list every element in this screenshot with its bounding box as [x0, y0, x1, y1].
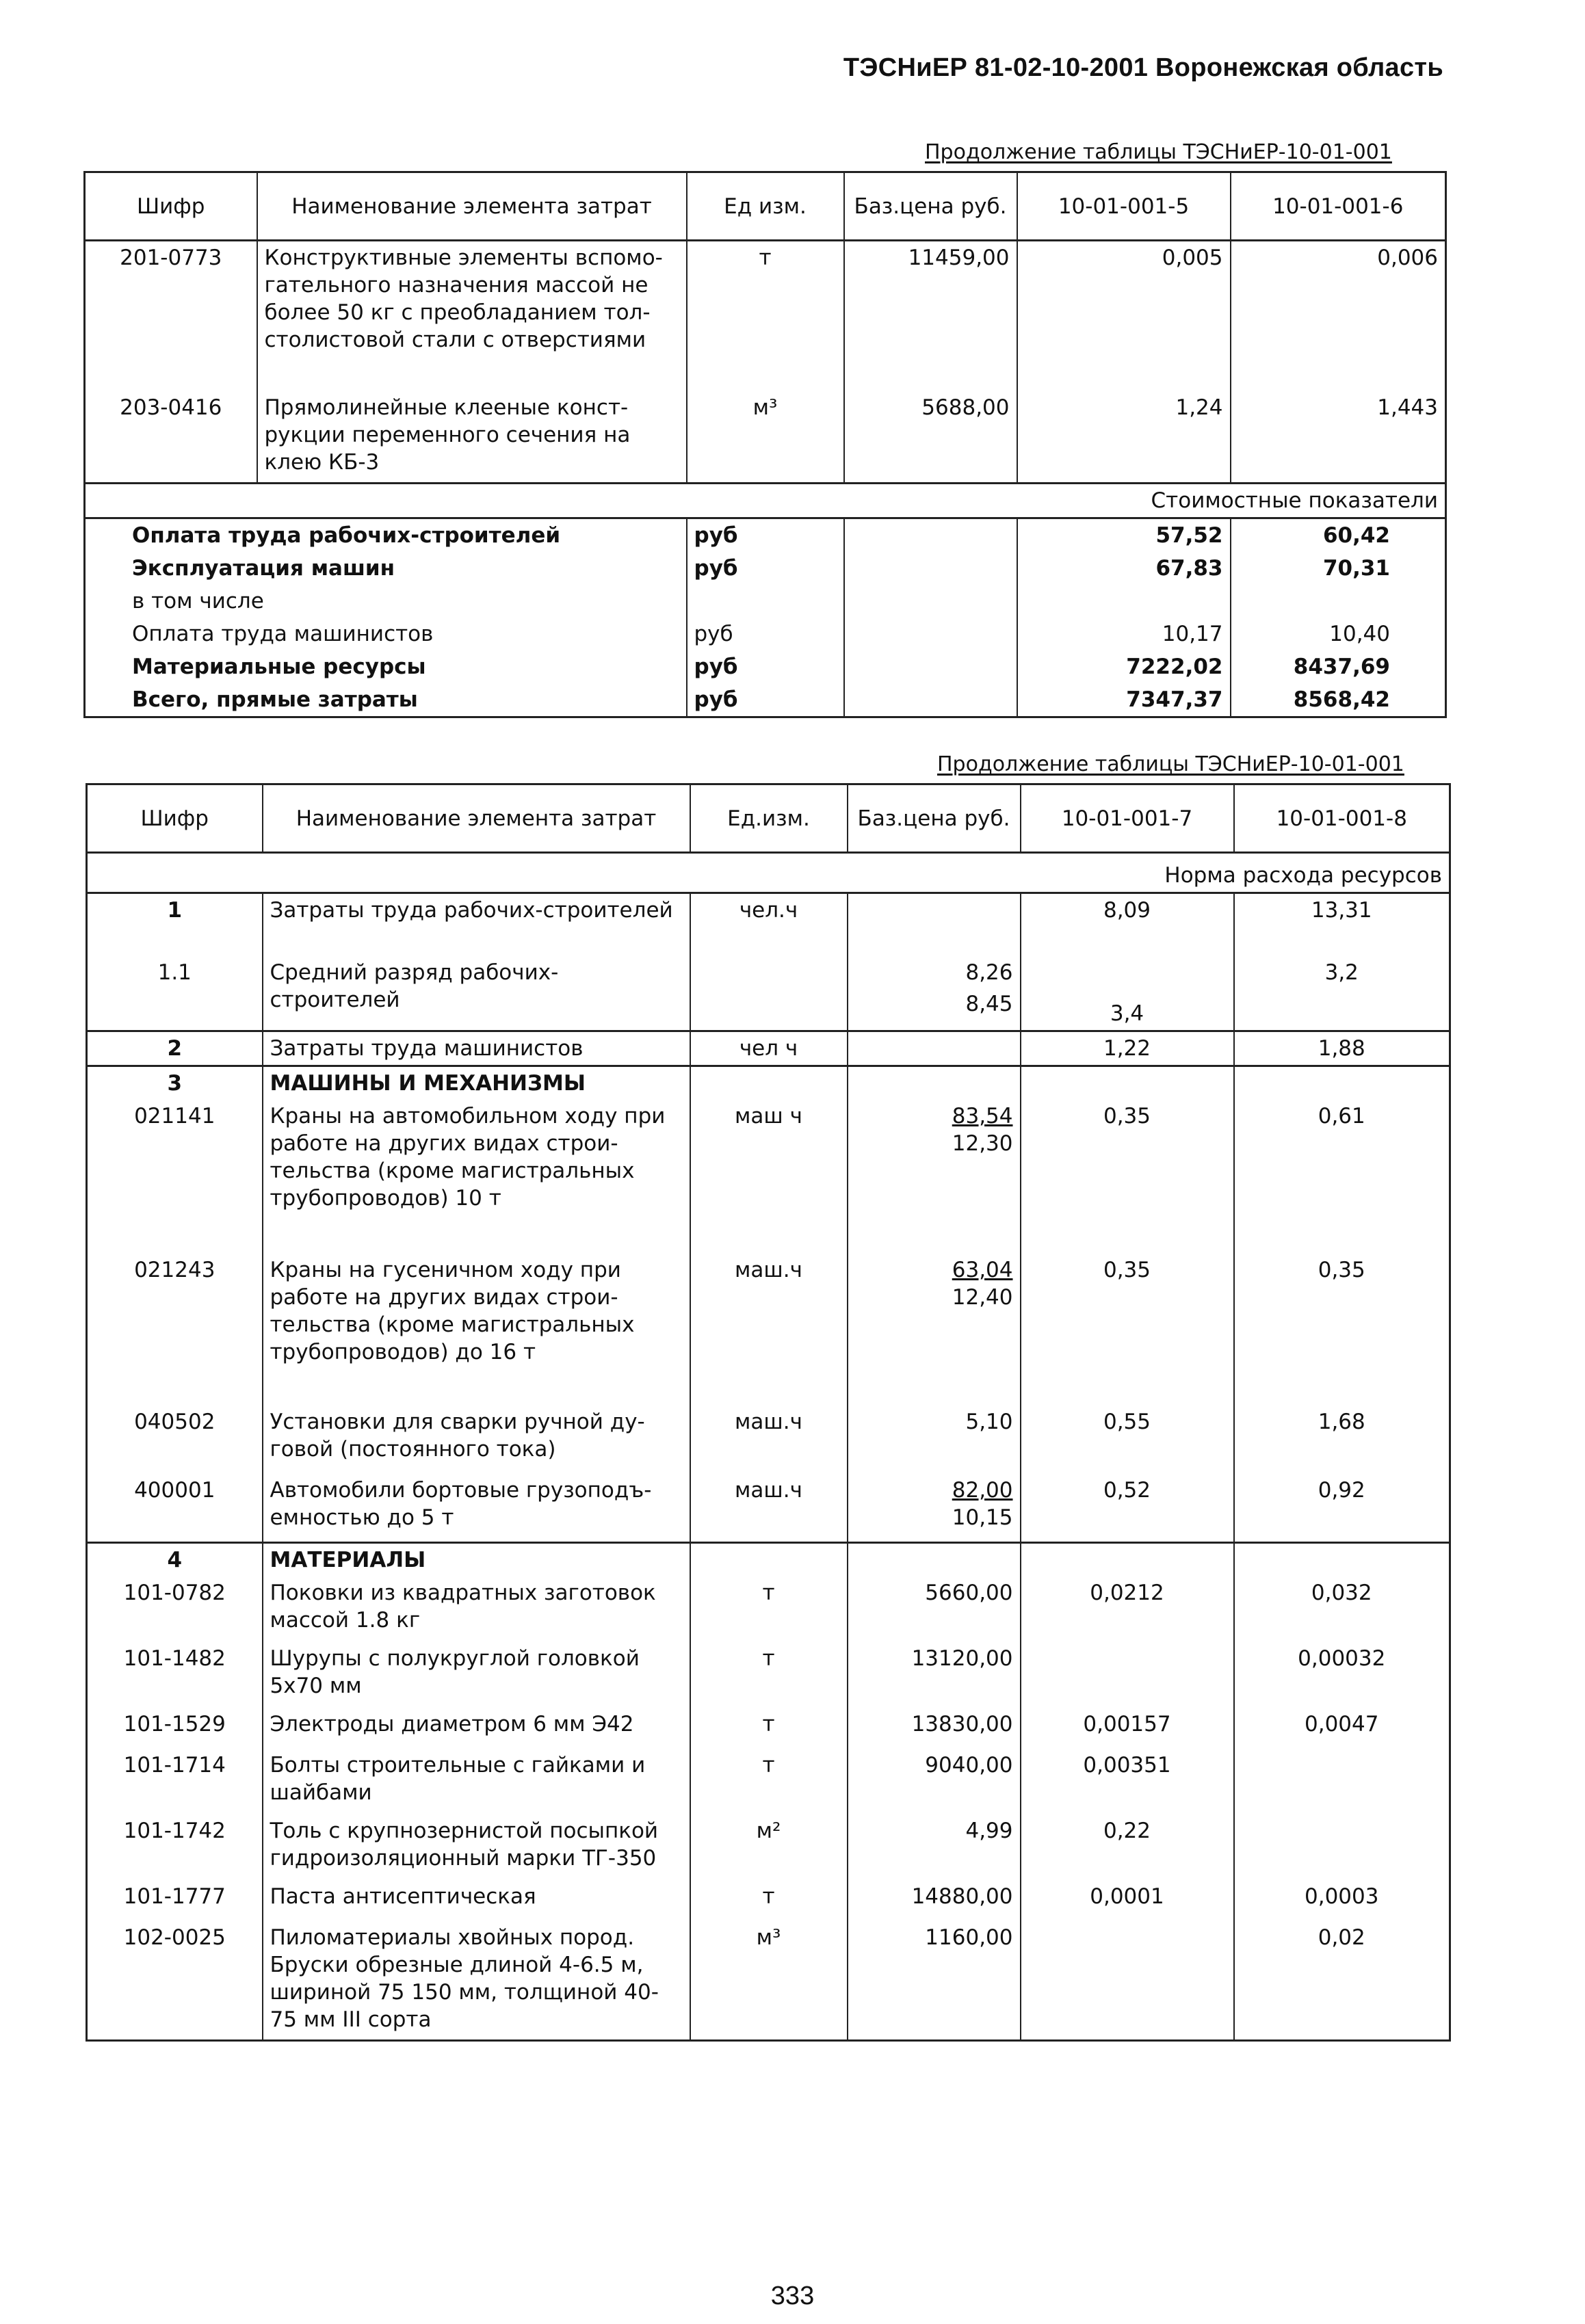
section-title: МАШИНЫ И МЕХАНИЗМЫ [263, 1066, 690, 1100]
row-price-top: 8,26 [965, 960, 1013, 985]
row-price-top: 83,54 [952, 1104, 1013, 1128]
row-norm-6: 0,006 [1231, 241, 1446, 391]
row-name: Средний разряд рабочих-строителей [263, 956, 690, 1031]
row-name: Затраты труда машинистов [263, 1031, 690, 1066]
row-name: Электроды диаметром 6 мм Э42 [263, 1708, 690, 1749]
table1-caption: Продолжение таблицы ТЭСНиЕР-10-01-001 [925, 140, 1392, 164]
cost-value-5: 10,17 [1017, 618, 1231, 650]
row-unit: маш.ч [690, 1474, 848, 1542]
row-norm-8: 3,2 [1234, 956, 1450, 1031]
table-row [87, 1100, 1450, 1254]
row-norm-7 [1021, 1642, 1234, 1708]
row-norm-7: 0,22 [1021, 1814, 1234, 1880]
row-unit: чел ч [690, 1031, 848, 1066]
col-header-code: Шифр [87, 784, 263, 853]
cost-heading-row [85, 484, 1446, 518]
row-name: Краны на автомобильном ходу при работе на других видах строи-тельства (кроме магистральных трубопроводов) 10 т [263, 1100, 690, 1254]
row-code: 101-1714 [87, 1749, 263, 1814]
resources-table-2 [86, 783, 1451, 2042]
row-norm-8: 0,35 [1234, 1254, 1450, 1405]
table-row [85, 241, 1446, 391]
col-header-norm-7: 10-01-001-7 [1021, 784, 1234, 853]
row-norm-8: 0,61 [1234, 1100, 1450, 1254]
row-norm-7: 0,00351 [1021, 1749, 1234, 1814]
row-norm-7: 8,09 [1021, 893, 1234, 956]
row-code: 021243 [87, 1254, 263, 1405]
row-price: 5660,00 [848, 1576, 1021, 1642]
row-price-bottom: 12,30 [952, 1131, 1013, 1156]
row-norm-8: 0,0003 [1234, 1880, 1450, 1921]
col-header-name: Наименование элемента затрат [257, 172, 687, 241]
section-title: МАТЕРИАЛЫ [263, 1542, 690, 1576]
row-code: 021141 [87, 1100, 263, 1254]
table-row [87, 1405, 1450, 1474]
row-norm-7: 0,52 [1021, 1474, 1234, 1542]
row-price-top: 82,00 [952, 1478, 1013, 1503]
col-header-norm-6: 10-01-001-6 [1231, 172, 1446, 241]
row-price: 9040,00 [848, 1749, 1021, 1814]
row-price: 14880,00 [848, 1880, 1021, 1921]
row-unit: т [687, 241, 844, 391]
cost-row [85, 683, 1446, 717]
table-row [87, 1576, 1450, 1642]
row-norm-8: 0,92 [1234, 1474, 1450, 1542]
row-name: Установки для сварки ручной ду-говой (постоянного тока) [263, 1405, 690, 1474]
col-header-code: Шифр [85, 172, 257, 241]
row-norm-8: 0,00032 [1234, 1642, 1450, 1708]
row-unit: м³ [690, 1921, 848, 2041]
cost-name: Эксплуатация машин [85, 552, 687, 585]
table-row [87, 1921, 1450, 2041]
table-row [87, 1749, 1450, 1814]
cost-name: в том числе [85, 585, 687, 618]
col-header-price: Баз.цена руб. [848, 784, 1021, 853]
cost-value-6: 8568,42 [1231, 683, 1446, 717]
table-row [87, 1708, 1450, 1749]
page-number: 333 [770, 2282, 815, 2310]
cost-row [85, 552, 1446, 585]
section-row [87, 1542, 1450, 1576]
row-unit: т [690, 1642, 848, 1708]
row-norm-7: 0,35 [1021, 1254, 1234, 1405]
row-norm-7: 0,55 [1021, 1405, 1234, 1474]
row-unit: маш ч [690, 1100, 848, 1254]
cost-value-6 [1231, 585, 1446, 618]
row-norm-7 [1021, 1921, 1234, 2041]
norm-heading-row [87, 853, 1450, 893]
row-code: 1 [87, 893, 263, 956]
row-name: Краны на гусеничном ходу при работе на других видах строи-тельства (кроме магистральных трубопроводов) до 16 т [263, 1254, 690, 1405]
row-code: 040502 [87, 1405, 263, 1474]
table-row [87, 893, 1450, 956]
row-price: 13830,00 [848, 1708, 1021, 1749]
norm-heading: Норма расхода ресурсов [87, 853, 1450, 893]
row-code: 101-1529 [87, 1708, 263, 1749]
row-code: 101-1742 [87, 1814, 263, 1880]
row-name: Пиломатериалы хвойных пород. Бруски обрезные длиной 4-6.5 м, шириной 75 150 мм, толщиной 40-75 мм III сорта [263, 1921, 690, 2041]
row-price: 4,99 [848, 1814, 1021, 1880]
table-row [87, 1031, 1450, 1066]
cost-unit [687, 585, 844, 618]
cost-value-6: 60,42 [1231, 518, 1446, 553]
row-unit: маш.ч [690, 1405, 848, 1474]
row-unit: маш.ч [690, 1254, 848, 1405]
row-unit: м³ [687, 391, 844, 484]
cost-unit: руб [687, 650, 844, 683]
cost-value-6: 8437,69 [1231, 650, 1446, 683]
row-unit: м² [690, 1814, 848, 1880]
row-norm-8: 1,88 [1234, 1031, 1450, 1066]
resources-table-1 [83, 171, 1447, 718]
row-norm-7: 3,4 [1021, 956, 1234, 1031]
cost-value-5: 67,83 [1017, 552, 1231, 585]
row-code: 201-0773 [85, 241, 257, 391]
row-code: 102-0025 [87, 1921, 263, 2041]
row-unit: т [690, 1880, 848, 1921]
row-price-bottom: 8,45 [965, 991, 1013, 1016]
row-name: Конструктивные элементы вспомо-гательного назначения массой не более 50 кг с преобладанием тол-столистовой стали с отверстиями [257, 241, 687, 391]
row-norm-7: 0,35 [1021, 1100, 1234, 1254]
col-header-name: Наименование элемента затрат [263, 784, 690, 853]
row-norm-7: 0,00157 [1021, 1708, 1234, 1749]
row-code: 2 [87, 1031, 263, 1066]
cost-name: Оплата труда машинистов [85, 618, 687, 650]
row-norm-8 [1234, 1749, 1450, 1814]
cost-unit: руб [687, 683, 844, 717]
row-name: Паста антисептическая [263, 1880, 690, 1921]
row-price: 5688,00 [844, 391, 1017, 484]
row-unit: т [690, 1708, 848, 1749]
table2-caption: Продолжение таблицы ТЭСНиЕР-10-01-001 [937, 752, 1404, 776]
cost-value-5 [1017, 585, 1231, 618]
row-name: Затраты труда рабочих-строителей [263, 893, 690, 956]
cost-name: Оплата труда рабочих-строителей [85, 518, 687, 553]
row-price-top: 5,10 [965, 1410, 1013, 1434]
row-norm-8: 13,31 [1234, 893, 1450, 956]
section-code: 3 [87, 1066, 263, 1100]
cost-row [85, 650, 1446, 683]
row-norm-8: 0,02 [1234, 1921, 1450, 2041]
row-code: 101-0782 [87, 1576, 263, 1642]
row-name: Прямолинейные клееные конст-рукции переменного сечения на клею КБ-3 [257, 391, 687, 484]
row-unit: т [690, 1576, 848, 1642]
row-unit: т [690, 1749, 848, 1814]
document-header: ТЭСНиЕР 81-02-10-2001 Воронежская область [843, 53, 1443, 82]
row-name: Толь с крупнозернистой посыпкой гидроизоляционный марки ТГ-350 [263, 1814, 690, 1880]
cost-name: Материальные ресурсы [85, 650, 687, 683]
cost-row [85, 585, 1446, 618]
cost-unit: руб [687, 618, 844, 650]
row-price-bottom: 12,40 [952, 1285, 1013, 1310]
row-norm-8 [1234, 1814, 1450, 1880]
col-header-unit: Ед изм. [687, 172, 844, 241]
col-header-unit: Ед.изм. [690, 784, 848, 853]
cost-unit: руб [687, 552, 844, 585]
row-price-bottom: 10,15 [952, 1505, 1013, 1530]
row-code: 400001 [87, 1474, 263, 1542]
row-code: 1.1 [87, 956, 263, 1031]
row-price: 11459,00 [844, 241, 1017, 391]
row-unit: чел.ч [690, 893, 848, 956]
cost-value-5: 57,52 [1017, 518, 1231, 553]
row-norm-7: 0,0212 [1021, 1576, 1234, 1642]
col-header-norm-8: 10-01-001-8 [1234, 784, 1450, 853]
row-code: 101-1482 [87, 1642, 263, 1708]
col-header-norm-5: 10-01-001-5 [1017, 172, 1231, 241]
section-row [87, 1066, 1450, 1100]
row-norm-7: 1,22 [1021, 1031, 1234, 1066]
section-code: 4 [87, 1542, 263, 1576]
col-header-price: Баз.цена руб. [844, 172, 1017, 241]
table-row [87, 956, 1450, 1031]
row-norm-8: 0,0047 [1234, 1708, 1450, 1749]
table-row [85, 391, 1446, 484]
row-name: Шурупы с полукруглой головкой 5x70 мм [263, 1642, 690, 1708]
row-norm-6: 1,443 [1231, 391, 1446, 484]
cost-row [85, 618, 1446, 650]
row-norm-8: 1,68 [1234, 1405, 1450, 1474]
row-name: Автомобили бортовые грузоподъ-емностью до 5 т [263, 1474, 690, 1542]
cost-value-5: 7222,02 [1017, 650, 1231, 683]
cost-heading: Стоимостные показатели [85, 484, 1446, 518]
cost-value-6: 10,40 [1231, 618, 1446, 650]
row-name: Болты строительные с гайками и шайбами [263, 1749, 690, 1814]
row-name: Поковки из квадратных заготовок массой 1.8 кг [263, 1576, 690, 1642]
row-code: 101-1777 [87, 1880, 263, 1921]
row-price: 13120,00 [848, 1642, 1021, 1708]
table-row [87, 1254, 1450, 1405]
row-norm-5: 0,005 [1017, 241, 1231, 391]
cost-unit: руб [687, 518, 844, 553]
table-row [87, 1814, 1450, 1880]
table-row [87, 1474, 1450, 1542]
cost-value-6: 70,31 [1231, 552, 1446, 585]
row-norm-7: 0,0001 [1021, 1880, 1234, 1921]
table-row [87, 1880, 1450, 1921]
row-norm-8: 0,032 [1234, 1576, 1450, 1642]
table-row [87, 1642, 1450, 1708]
row-price: 1160,00 [848, 1921, 1021, 2041]
cost-row [85, 518, 1446, 553]
row-norm-5: 1,24 [1017, 391, 1231, 484]
cost-value-5: 7347,37 [1017, 683, 1231, 717]
row-price-top: 63,04 [952, 1258, 1013, 1282]
row-code: 203-0416 [85, 391, 257, 484]
cost-name: Всего, прямые затраты [85, 683, 687, 717]
